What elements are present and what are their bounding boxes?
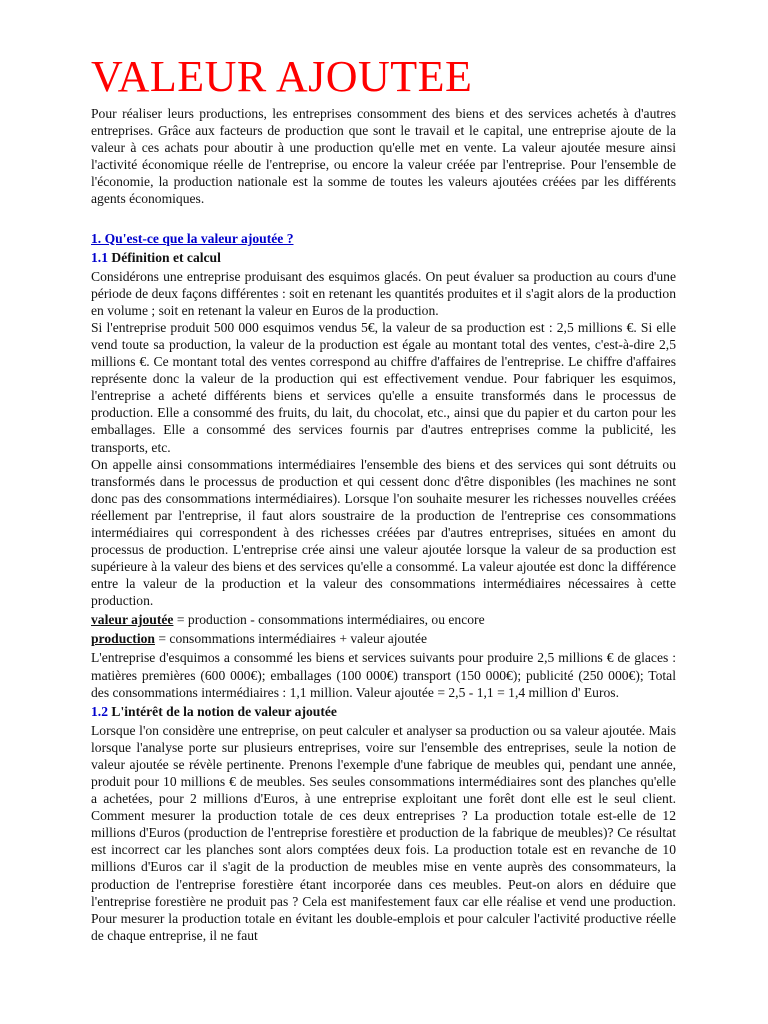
formula-valeur-ajoutee <box>91 611 676 628</box>
formula-1-rest: = production - consommations intermédiaires, ou encore <box>173 612 485 628</box>
formula-1-term: valeur ajoutée <box>91 612 174 628</box>
intro-paragraph: Pour réaliser leurs productions, les entreprises consomment des biens et des services achetés à d'autres entreprises. Grâce aux facteurs de production que sont le travail et le capital, une entreprise ajoute de la valeur à ces achats pour aboutir à une production qu'elle met en vente. La valeur ajoutée mesure ainsi l'activité économique réelle de l'entreprise, ou encore la valeur créée par l'entreprise. Pour l'ensemble de l'économie, la production nationale est la somme de toutes les valeurs ajoutées créées par les différents agents économiques. <box>91 106 676 207</box>
section-1-2-paragraph-1: Lorsque l'on considère une entreprise, on peut calculer et analyser sa production ou sa valeur ajoutée. Mais lorsque l'analyse porte sur plusieurs entreprises, voire sur l'ensemble des entreprises, seule la notion de valeur ajoutée se révèle pertinente. Prenons l'exemple d'une fabrique de meubles qui, pendant une année, produit pour 10 millions € de meubles. Ses seules consommations intermédiaires sont des planches qu'elle a achetées, pour 2 millions d'Euros, à une entreprise exploitant une forêt dont elle est le seul client. Comment mesurer la production totale de ces deux entreprises ? La production totale est-elle de 12 millions d'Euros (production de l'entreprise forestière et production de la fabrique de meubles)? Ce résultat est incorrect car les planches sont alors comptées deux fois. La production totale est en revanche de 10 millions d'Euros car il s'agit de la production de meubles mise en vente auprès des consommateurs, la production de l'entreprise forestière étant incorporée dans ces meubles. Peut-on alors en déduire que l'entreprise forestière ne produit pas ? Cela est manifestement faux car elle réalise et vend une production. Pour mesurer la production totale en évitant les double-emplois et pour calculer l'activité productive réelle de chaque entreprise, il ne faut <box>91 722 676 943</box>
section-1-1-title: Définition et calcul <box>111 249 221 265</box>
section-1-2-number: 1.2 <box>91 703 108 719</box>
section-1-2-heading <box>91 703 676 720</box>
formula-2-rest: = consommations intermédiaires + valeur ajoutée <box>154 631 427 647</box>
document-title: VALEUR AJOUTEE <box>91 52 473 101</box>
section-1-1-paragraph-1: Considérons une entreprise produisant des esquimos glacés. On peut évaluer sa production au cours d'une période de deux façons différentes : soit en retenant les quantités produites et il s'agit alors de la production en volume ; soit en retenant la valeur en Euros de la production. <box>91 268 676 318</box>
document-page <box>91 52 676 944</box>
section-1-1-paragraph-2: Si l'entreprise produit 500 000 esquimos vendus 5€, la valeur de sa production est : 2,5 millions €. Si elle vend toute sa production, la valeur de la production est égale au montant total des ventes, c'est-à-dire 2,5 millions €. Ce montant total des ventes correspond au chiffre d'affaires de l'entreprise. Le chiffre d'affaires représente donc la valeur de la production qui est effectivement vendue. Pour fabriquer les esquimos, l'entreprise a acheté différents biens et services qu'elle a ensuite transformés dans le processus de production. Elle a consommé des fruits, du lait, du chocolat, etc., ainsi que du papier et du carton pour les emballages. Elle a consommé des services fournis par d'autres entreprises comme la publicité, les transports, etc. <box>91 319 676 455</box>
formula-production <box>91 630 676 647</box>
formula-2-term: production <box>91 631 155 647</box>
section-1-heading[interactable]: 1. Qu'est-ce que la valeur ajoutée ? <box>91 230 294 246</box>
section-1-1-number: 1.1 <box>91 249 108 265</box>
section-1-1-paragraph-4: L'entreprise d'esquimos a consommé les biens et services suivants pour produire 2,5 millions € de glaces : matières premières (600 000€); emballages (100 000€) transport (150 000€); publicité (250 000€); Total des consommations intermédiaires : 1,1 million. Valeur ajoutée = 2,5 - 1,1 = 1,4 million d' Euros. <box>91 650 676 700</box>
section-1-1-paragraph-3: On appelle ainsi consommations intermédiaires l'ensemble des biens et des services qui sont détruits ou transformés dans le processus de production et qui cessent donc d'être disponibles (les machines ne sont donc pas des consommations intermédiaires). Lorsque l'on souhaite mesurer les richesses nouvelles créées réellement par l'entreprise, il faut alors soustraire de la production de l'entreprise ces consommations intermédiaires qui correspondent à des richesses créées par d'autres entreprises, situées en amont du processus de production. L'entreprise crée ainsi une valeur ajoutée lorsque la valeur de sa production est supérieure à la valeur des biens et des services qu'elle a consommé. La valeur ajoutée est donc la différence entre la valeur de la production et la valeur des consommations intermédiaires nécessaires à cette production. <box>91 456 676 609</box>
section-1-2-title: L'intérêt de la notion de valeur ajoutée <box>111 703 337 719</box>
section-1-1-heading <box>91 249 676 266</box>
